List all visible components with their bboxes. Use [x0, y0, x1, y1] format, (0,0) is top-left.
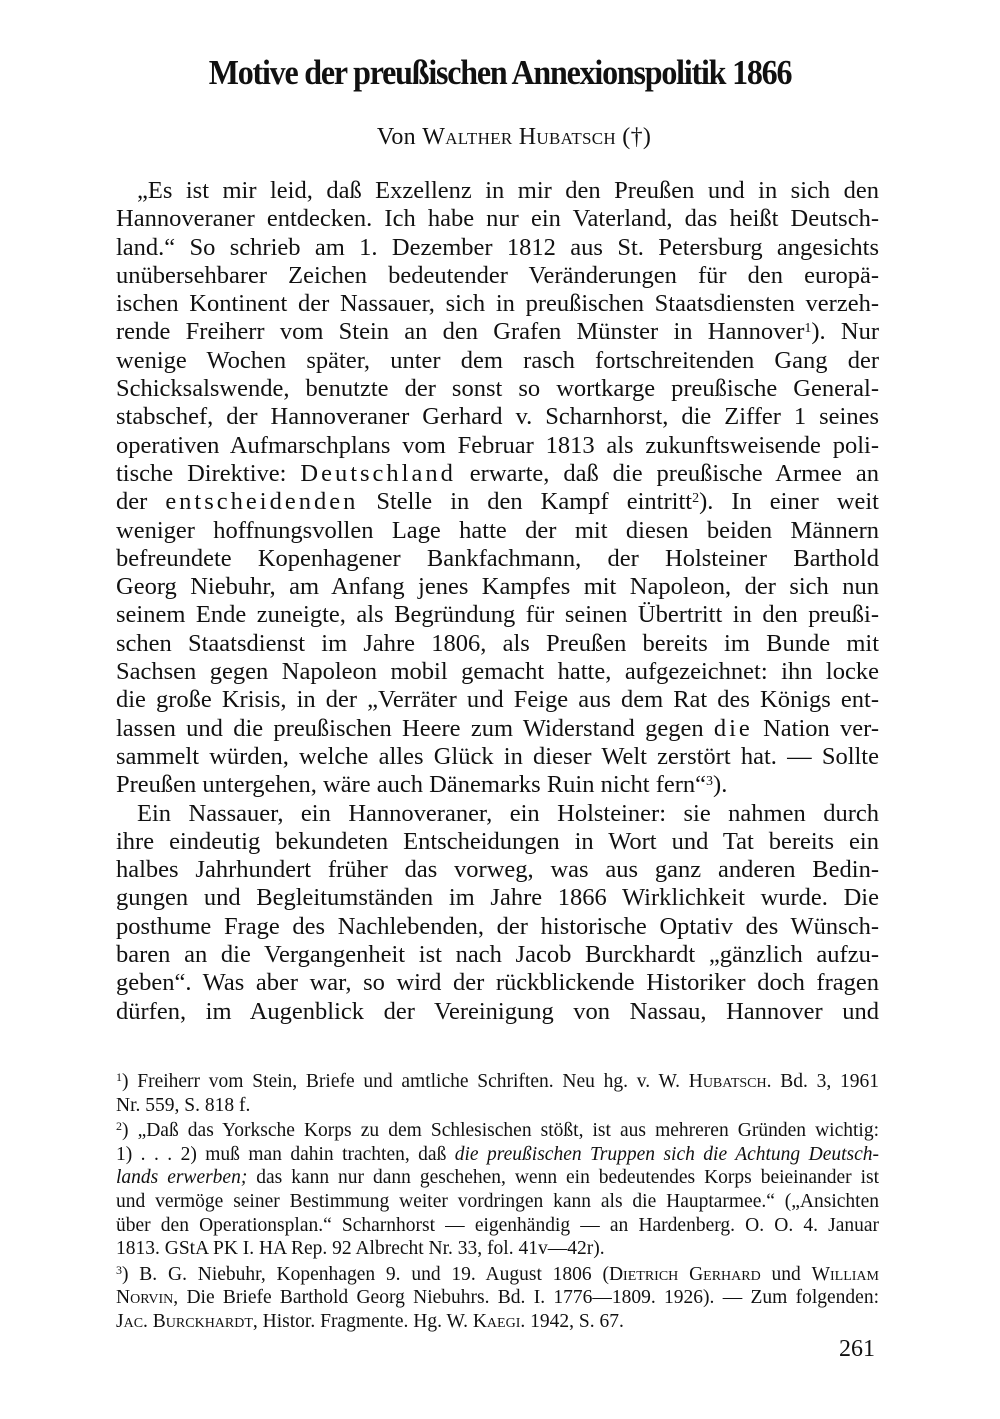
text-line: posthume Frage des Nachlebenden, der historische Optativ des Wünsch- — [116, 912, 879, 940]
author-name: Hubatsch — [688, 1071, 767, 1092]
footnote-line — [116, 1070, 879, 1094]
text-line: operativen Aufmarschplans vom Februar 1813 als zukunftsweisende poli- — [116, 431, 879, 459]
text-line: dürfen, im Augenblick der Vereinigung von Nassau, Hannover und — [116, 997, 879, 1025]
footnote-line — [116, 1166, 879, 1190]
text-span: ). In einer weit — [699, 488, 879, 516]
byline-suffix: (†) — [616, 124, 652, 150]
text-line: wenige Wochen später, unter dem rasch fortschreitenden Gang der — [116, 346, 879, 374]
text-line: weniger hoffnungsvollen Lage hatte der mit diesen beiden Männern — [116, 516, 879, 544]
author-name: Dietrich Gerhard — [608, 1263, 761, 1285]
text-line: gungen und Begleitumständen im Jahre 1866 Wirklichkeit wurde. Die — [116, 884, 879, 912]
text-span: ). — [713, 771, 728, 799]
text-span: tische Direktive: — [116, 459, 301, 487]
footnote-mark: 2 — [116, 1119, 122, 1134]
footnote-line — [116, 1263, 879, 1287]
byline-prefix: Von — [376, 124, 423, 150]
footnote-line — [116, 1286, 879, 1310]
text-line: Sachsen gegen Napoleon mobil gemacht hatte, aufgezeichnet: ihn locke — [116, 658, 879, 686]
footnote-mark: 1 — [116, 1070, 122, 1084]
text-span: ) Freiherr vom Stein, Briefe und amtliche Schriften. Neu hg. v. W. — [122, 1071, 689, 1092]
text-span: erwarte, daß die preußische Armee an — [455, 459, 879, 487]
text-line: „Es ist mir leid, daß Exzellenz in mir den Preußen und in sich den — [137, 177, 879, 204]
page-number: 261 — [839, 1336, 875, 1362]
text-line: Georg Niebuhr, am Anfang jenes Kampfes mit Napoleon, der sich nun — [116, 573, 879, 601]
footnote-line: und vermöge seiner Bestimmung weiter vordringen kann als die Hauptarmee.“ („Ansichten — [116, 1190, 879, 1212]
text-line: ihre eindeutig bekundeten Entscheidungen in Wort und Tat bereits ein — [116, 827, 879, 855]
text-span: 1) . . . 2) muß man dahin trachten, daß — [116, 1143, 455, 1165]
footnote-1 — [116, 1070, 879, 1117]
text-span: Nation ver- — [752, 714, 879, 742]
text-span: . 1942, S. 67. — [520, 1310, 624, 1332]
text-span: , Histor. Fragmente. Hg. W. — [252, 1310, 473, 1332]
author-name: William — [811, 1263, 879, 1285]
text-span: Stelle in den Kampf eintritt — [358, 488, 693, 516]
footnote-line: über den Operationsplan.“ Scharnhorst — eigenhändig — an Hardenberg. O. O. 4. Januar — [116, 1214, 879, 1236]
footnote-mark: 3 — [116, 1262, 122, 1277]
footnote-2 — [116, 1119, 879, 1261]
text-line: die große Krisis, in der „Verräter und Feige aus dem Rat des Königs ent- — [116, 686, 879, 714]
footnote-line — [116, 1310, 879, 1334]
text-line: schen Staatsdienst im Jahre 1806, als Preußen bereits im Bunde mit — [116, 629, 879, 657]
italic-quote: die preußischen Truppen sich die Achtung Deutsch- — [454, 1143, 880, 1165]
text-span: lassen und die preußischen Heere zum Widerstand gegen — [116, 714, 714, 742]
text-line: halbes Jahrhundert früher das vorweg, was aus ganz anderen Bedin- — [116, 856, 879, 884]
emphasis-spaced: entscheidenden — [165, 488, 359, 516]
footnote-ref: 1 — [804, 321, 812, 337]
footnote-line — [116, 1143, 879, 1167]
text-span: . Bd. 3, 1961 — [766, 1071, 880, 1092]
text-line: sammelt würden, welche alles Glück in dieser Welt zerstört hat. — Sollte — [116, 742, 879, 770]
text-line — [116, 488, 879, 516]
text-line — [116, 318, 879, 346]
text-line: land.“ So schrieb am 1. Dezember 1812 aus St. Petersburg angesichts — [116, 233, 879, 261]
text-line: unübersehbarer Zeichen bedeutender Veränderungen für den europä- — [116, 261, 879, 289]
text-span: der — [116, 488, 166, 516]
author-name: Norvin — [116, 1287, 174, 1309]
footnote-line: Nr. 559, S. 818 f. — [116, 1094, 251, 1116]
text-line — [116, 715, 879, 743]
footnote-3 — [116, 1263, 879, 1334]
text-line: baren an die Vergangenheit ist nach Jacob Burckhardt „gänzlich aufzu- — [116, 941, 879, 969]
footnote-line: 1813. GStA PK I. HA Rep. 92 Albrecht Nr. 33, fol. 41v—42r). — [116, 1238, 605, 1260]
footnote-ref: 3 — [706, 774, 714, 790]
emphasis-spaced: Deutschland — [300, 459, 456, 487]
text-line: befreundete Kopenhagener Bankfachmann, der Holsteiner Barthold — [116, 544, 879, 572]
text-span: rende Freiherr vom Stein an den Grafen Münster in Hannover — [116, 318, 805, 346]
author-name: Jac. Burckhardt — [116, 1310, 253, 1332]
footnote-ref: 2 — [692, 491, 700, 507]
author-name: Walther Hubatsch — [422, 124, 616, 150]
text-span: ) „Daß das Yorksche Korps zu dem Schlesischen stößt, ist aus mehreren Gründen wichtig: — [122, 1120, 879, 1142]
author-name: Kaegi — [472, 1310, 521, 1332]
text-line: stabschef, der Hannoveraner Gerhard v. Scharnhorst, die Ziffer 1 seines — [116, 403, 879, 431]
footnote-line — [116, 1119, 879, 1143]
text-span: und — [760, 1263, 812, 1285]
text-line — [116, 460, 879, 488]
italic-quote: lands erwerben; — [116, 1167, 248, 1189]
text-line: geben“. Was aber war, so wird der rückblickende Historiker doch fragen — [116, 969, 879, 997]
text-line: ischen Kontinent der Nassauer, sich in preußischen Staatsdiensten verzeh- — [116, 290, 879, 318]
author-byline — [0, 124, 1000, 151]
text-line: Schicksalswende, benutzte der sonst so wortkarge preußische General- — [116, 375, 879, 403]
body-text — [116, 177, 879, 1026]
text-line — [116, 771, 879, 799]
text-span: ) B. G. Niebuhr, Kopenhagen 9. und 19. August 1806 ( — [122, 1263, 609, 1285]
footnotes — [116, 1070, 879, 1334]
text-line: Ein Nassauer, ein Hannoveraner, ein Holsteiner: sie nahmen durch — [137, 799, 879, 827]
text-line: seinem Ende zuneigte, als Begründung für seinen Übertritt in den preußi- — [116, 601, 879, 629]
article-title: Motive der preußischen Annexionspolitik 1866 — [208, 52, 792, 92]
text-span: , Die Briefe Barthold Georg Niebuhrs. Bd. I. 1776—1809. 1926). — Zum folgenden: — [173, 1287, 879, 1309]
text-line: Hannoveraner entdecken. Ich habe nur ein Vaterland, das heißt Deutsch- — [116, 205, 879, 233]
emphasis-spaced: die — [713, 714, 753, 742]
text-span: Preußen untergehen, wäre auch Dänemarks Ruin nicht fern“ — [116, 771, 707, 799]
text-span: das kann nur dann geschehen, wenn ein bedeutendes Korps beieinander ist — [247, 1167, 879, 1189]
text-span: ). Nur — [811, 318, 879, 346]
